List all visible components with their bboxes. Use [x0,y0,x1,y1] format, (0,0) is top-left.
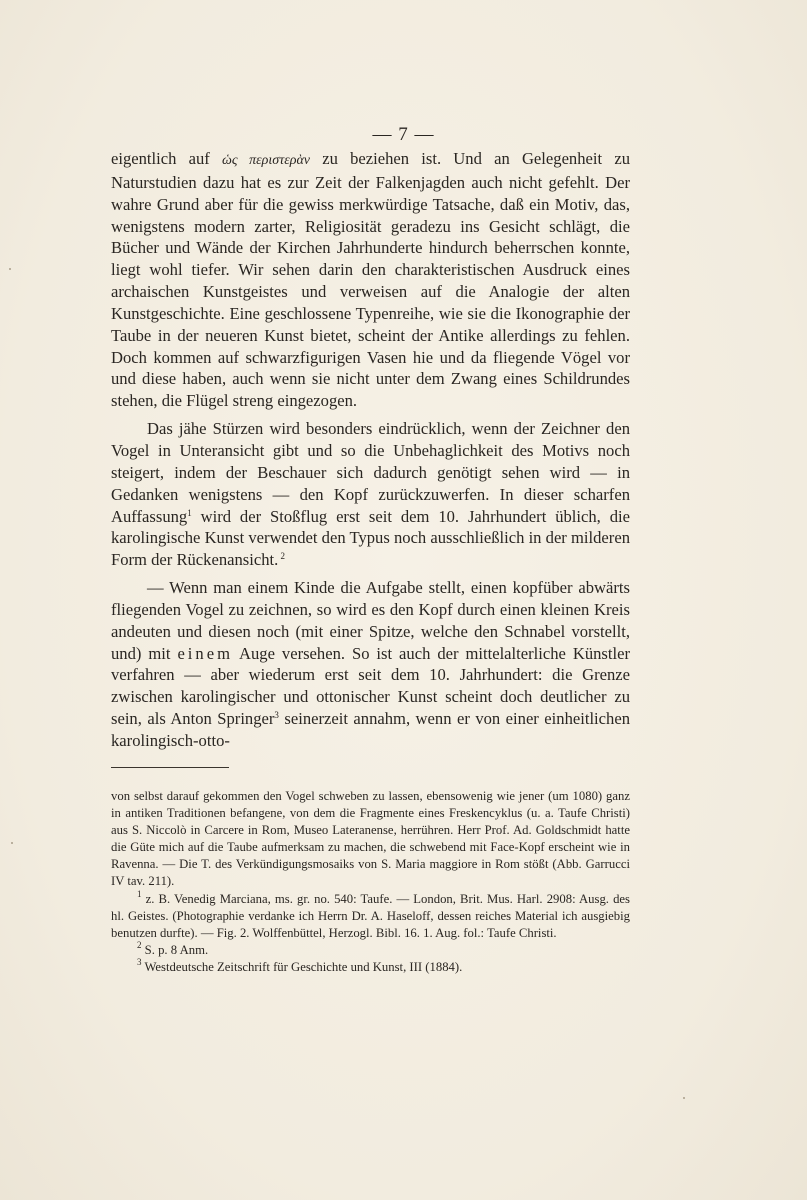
footnote-3-text: Westdeutsche Zeitschrift für Geschichte und Kunst, III (1884). [141,959,463,974]
paragraph-1-start: eigentlich auf [111,149,223,168]
footnote-3 [111,956,630,976]
main-text [111,148,630,752]
footnote-2 [111,939,630,959]
paragraph-3-end: seinerzeit annahm, wenn er von einer einheitlichen karolingisch-otto- [111,709,630,750]
footnote-continuation: von selbst darauf gekommen den Vogel schweben zu lassen, ebensowenig wie jener (um 1080) ganz in antiken Traditionen befangene, von dem die Fragmente eines Freskencyklus (u. a. Taufe Christi) aus S. Niccolò in Carcere in Rom, Museo Lateranense, herrühren. Herr Prof. Ad. Goldschmidt hatte die Güte mich auf die Taube aufmerksam zu machen, die schwebend mit Face-Kopf erscheint wie in Ravenna. — Die T. des Verkündigungsmosaiks von S. Maria maggiore in Rom stößt (Abb. Garrucci IV tav. 211). [111,789,630,889]
footnote-1 [111,888,630,942]
paper-speck [9,268,11,270]
emphasized-word: einem [177,643,233,663]
paragraph-1-rest: zu beziehen ist. Und an Gelegenheit zu Naturstudien dazu hat es zur Zeit der Falkenjagden auch nicht gefehlt. Der wahre Grund aber für die gewiss merkwürdige Tatsache, daß ein Motiv, das, wenigstens modern zarter, Religiosität geradezu ins Gesicht schlägt, die Bücher und Wände der Kirchen Jahrhunderte hindurch beherrschen konnte, liegt wohl tiefer. Wir sehen darin den charakteristischen Ausdruck eines archaischen Kunstgeistes und verweisen auf die Analogie der alten Kunstgeschichte. Eine geschlossene Typenreihe, wie sie die Ikonographie der Taube in der neueren Kunst bietet, scheint der Antike allerdings zu fehlen. Doch kommen auf schwarzfigurigen Vasen hie und da fliegende Vögel vor und diese haben, auch wenn sie nicht unter dem Zwang eines Schildrundes stehen, die Flügel streng eingezogen. [111,149,630,411]
footnote-3-mark: 3 [137,956,142,967]
paragraph-3 [111,577,630,752]
paragraph-2 [111,418,630,571]
paper-speck [11,842,13,844]
footnotes [111,788,630,976]
page-number: — 7 — [372,124,435,145]
footnote-ref-3: 3 [274,710,279,721]
paragraph-3-middle: Auge versehen. So ist auch der mittelalterliche Künstler verfahren — aber wiederum erst seit dem 10. Jahrhundert: die Grenze zwischen karolingischer und ottonischer Kunst scheint doch deutlicher zu sein, als Anton Springer [111,643,630,729]
footnote-1-mark: 1 [137,888,142,899]
greek-phrase: ὡς περιστερὰν [222,153,311,168]
footnote-2-mark: 2 [137,939,142,950]
footnote-ref-2: 2 [278,551,286,562]
paragraph-2-rest: wird der Stoßflug erst seit dem 10. Jahrhundert üblich, die karolingische Kunst verwendet den Typus noch ausschließlich in der milderen Form der Rückenansicht. [111,506,630,570]
paragraph-1 [111,148,630,412]
paragraph-3-start: — Wenn man einem Kinde die Aufgabe stellt, einen kopfüber abwärts fliegenden Vogel zu zeichnen, so wird es den Kopf durch einen kleinen Kreis andeuten und diesen noch (mit einer Spitze, welche den Schnabel vorstellt, und) mit [111,578,630,663]
paragraph-2-start: Das jähe Stürzen wird besonders eindrücklich, wenn der Zeichner den Vogel in Unteransicht gibt und so die Unbehaglichkeit des Motivs noch steigert, indem der Beschauer sich dadurch genötigt sehen wird — in Gedanken wenigstens — den Kopf zurückzuwerfen. In dieser scharfen Auffassung [111,419,630,526]
footnote-divider [111,767,229,768]
footnote-1-text: z. B. Venedig Marciana, ms. gr. no. 540: Taufe. — London, Brit. Mus. Harl. 2908: Ausg. des hl. Geistes. (Photographie verdanke ich Herrn Dr. A. Haseloff, dessen reiches Material ich ausgiebig benutzen durfte). — Fig. 2. Wolffenbüttel, Herzogl. Bibl. 16. 1. Aug. fol.: Taufe Christi. [111,891,630,940]
footnote-ref-1: 1 [187,507,192,518]
paper-speck [683,1097,685,1099]
footnote-2-text: S. p. 8 Anm. [141,942,209,957]
